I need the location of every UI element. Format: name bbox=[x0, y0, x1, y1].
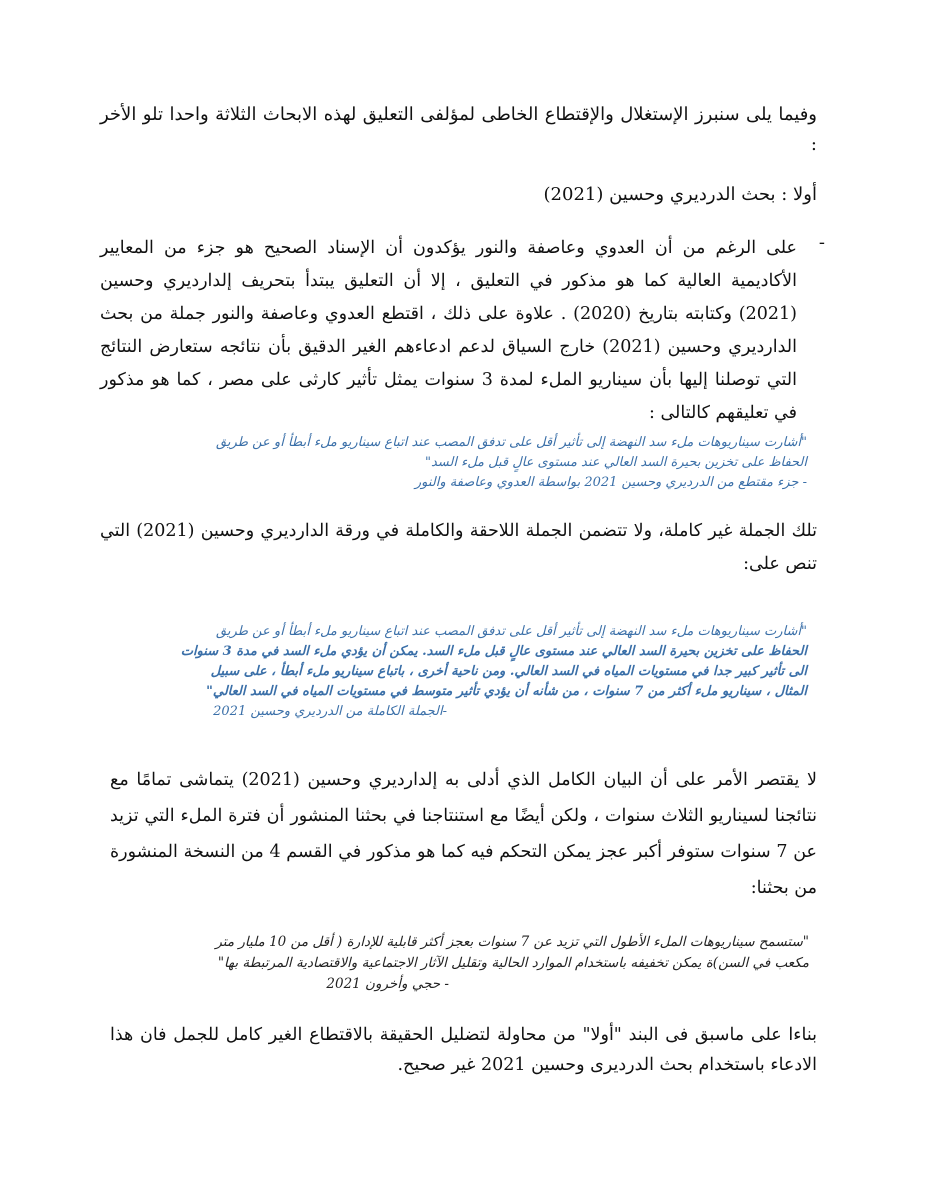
paragraph-2-text: تلك الجملة غير كاملة، ولا تتضمن الجملة اللاحقة والكاملة في ورقة الداردیري وحسين (2021) التي تنص على: bbox=[100, 521, 817, 574]
section-heading-text: أولا : بحث الدرديري وحسين (2021) bbox=[543, 184, 817, 205]
paragraph-2 bbox=[100, 515, 817, 581]
quote-2-line-3: الى تأثير كبير جدا في مستويات المياه في السد العالي. ومن ناحية أخرى ، باتباع سيناريو ملء أبطأ ، على سبيل bbox=[210, 664, 807, 679]
quote-1-line-1: "أشارت سيناريوهات ملء سد النهضة إلى تأثير أقل على تدفق المصب عند اتباع سيناريو ملء أبطأ أو عن طريق bbox=[216, 435, 807, 450]
conclusion-text: بناءا على ماسبق فى البند "أولا" من محاولة لتضليل الحقيقة بالاقتطاع الغير كامل للجمل فان هذا الادعاء باستخدام بحث الدرديرى وحسين 2021 غير صحيح. bbox=[110, 1025, 817, 1075]
quote-2-source: -الجملة الكاملة من الدرديري وحسين 2021 bbox=[213, 704, 447, 719]
quote-2-line-2: الحفاظ على تخزين بحيرة السد العالي عند مستوى عالٍ قبل ملء السد. يمكن أن يؤدي ملء السد في مدة 3 سنوات bbox=[180, 644, 807, 659]
quote-3-source: - حجي وأخرون 2021 bbox=[326, 976, 449, 992]
bullet-dash: - bbox=[818, 232, 825, 253]
quote-block-1 bbox=[115, 433, 807, 493]
conclusion-paragraph bbox=[110, 1020, 817, 1080]
quote-2-line-4: المثال ، سيناريو ملء أكثر من 7 سنوات ، من شأنه أن يؤدي تأثير متوسط في مستويات المياه في السد العالي" bbox=[206, 684, 807, 699]
quote-block-3 bbox=[118, 932, 809, 995]
quote-1-line-2: الحفاظ على تخزين بحيرة السد العالي عند مستوى عالٍ قبل ملء السد" bbox=[424, 455, 807, 470]
quote-1-source: - جزء مقتطع من الدرديري وحسين 2021 بواسطة العدوي وعاصفة والنور bbox=[414, 475, 807, 490]
paragraph-3-text: لا يقتصر الأمر على أن البيان الكامل الذي أدلى به إلداردیري وحسين (2021) يتماشى تمامًا مع نتائجنا لسيناريو الثلاث سنوات ، ولكن أيضًا مع استنتاجنا في بحثنا المنشور أن فترة الملء التي تزيد عن 7 سنوات ستوفر أكبر عجز يمكن التحكم فيه كما هو مذكور في القسم 4 من النسخة المنشورة من بحثنا: bbox=[110, 770, 817, 898]
quote-2-text bbox=[118, 622, 807, 722]
paragraph-3 bbox=[110, 762, 817, 906]
quote-2-line-1: "أشارت سيناريوهات ملء سد النهضة إلى تأثير أقل على تدفق المصب عند اتباع سيناريو ملء أبطأ أو عن طريق bbox=[216, 624, 807, 639]
quote-3-line-2: مكعب في السن)ة يمكن تخفيفه باستخدام الموارد الحالية وتقليل الآثار الاجتماعية والاقتصادية المرتبطة بها" bbox=[217, 955, 809, 971]
bullet-item bbox=[100, 232, 825, 430]
section-heading bbox=[100, 180, 817, 210]
quote-block-2 bbox=[118, 622, 807, 722]
quote-3-line-1: "ستسمح سيناريوهات الملء الأطول التي تزيد عن 7 سنوات بعجز أكثر قابلية للإدارة ( أقل من 10 مليار متر bbox=[215, 934, 809, 950]
intro-paragraph bbox=[100, 100, 817, 160]
quote-3-text bbox=[118, 932, 809, 995]
intro-text: وفيما يلى سنبرز الإستغلال والإقتطاع الخاطى لمؤلفى التعليق لهذه الابحاث الثلاثة واحدا تلو الأخر : bbox=[100, 104, 817, 155]
quote-1-text bbox=[115, 433, 807, 493]
bullet-paragraph: على الرغم من أن العدوي وعاصفة والنور يؤكدون أن الإسناد الصحيح هو جزء من المعايير الأكاديمية العالية كما هو مذكور في التعليق ، إلا أن التعليق يبتدأ بتحريف إلداردیري وحسين (2021) وكتابته بتاريخ (2020) . علاوة على ذلك ، اقتطع العدوي وعاصفة والنور جملة من بحث الداردیري وحسين (2021) خارج السياق لدعم ادعاءهم الغير الدقيق بأن نتائجه ستعارض النتائج التي توصلنا إليها بأن سيناريو الملء لمدة 3 سنوات يمثل تأثير كارثى على مصر ، كما هو مذكور في تعليقهم كالتالى : bbox=[100, 238, 797, 423]
